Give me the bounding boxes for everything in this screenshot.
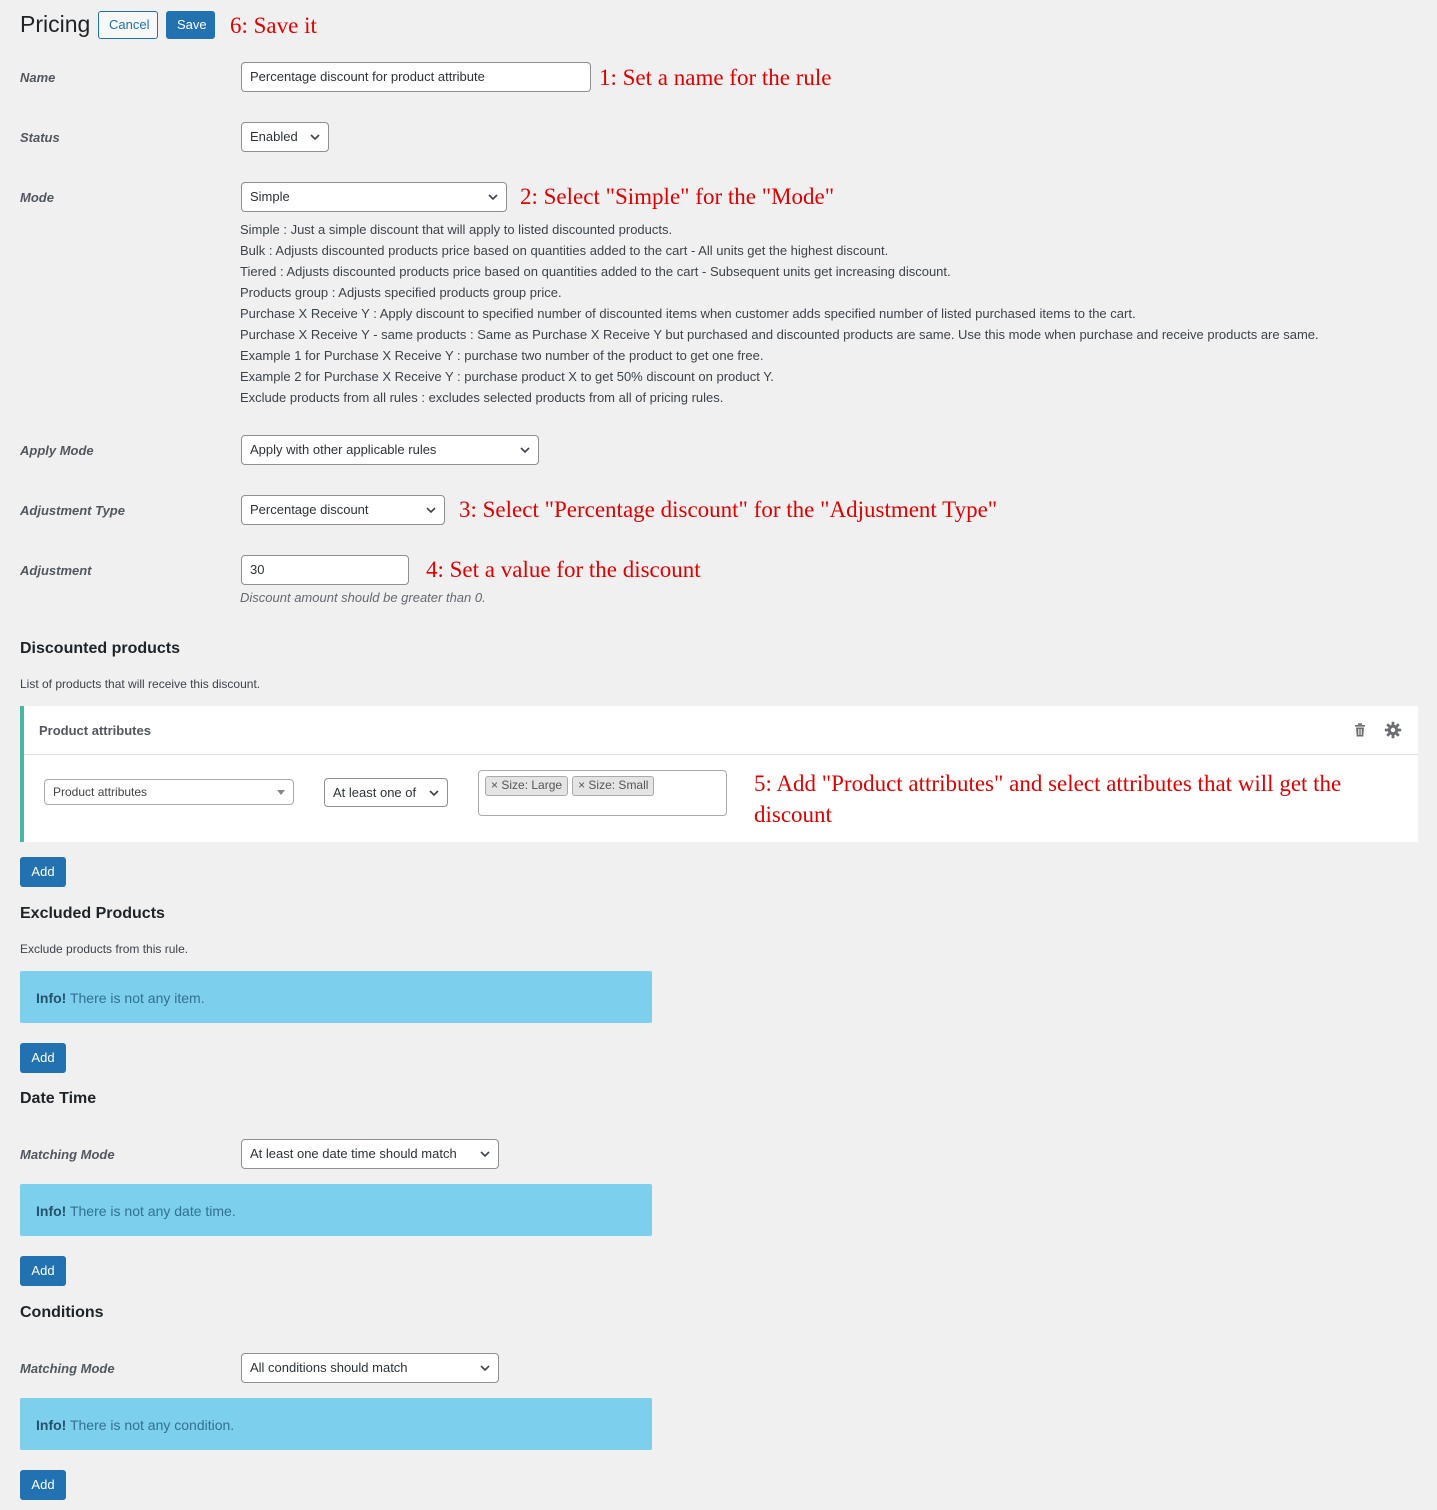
date-matching-mode-select[interactable] xyxy=(241,1139,499,1169)
chevron-down-icon xyxy=(310,132,320,142)
note-adjustment-type: 3: Select "Percentage discount" for the "Adjustment Type" xyxy=(459,497,998,522)
mode-descriptions xyxy=(240,219,1319,408)
chevron-down-icon xyxy=(488,192,498,202)
mode-description-line: Purchase X Receive Y - same products : Same as Purchase X Receive Y but purchased and discounted products are same. Use this mode when purchase and receive products are same. xyxy=(240,327,1319,342)
date-matching-mode-value: At least one date time should match xyxy=(250,1146,457,1161)
conditions-matching-mode-select[interactable] xyxy=(241,1353,499,1383)
date-matching-mode-label: Matching Mode xyxy=(20,1147,115,1162)
caret-down-icon xyxy=(277,790,285,795)
note-save: 6: Save it xyxy=(230,13,317,38)
attribute-tag-label: Size: Large xyxy=(501,778,563,792)
apply-mode-select-value: Apply with other applicable rules xyxy=(250,442,437,457)
adjustment-label: Adjustment xyxy=(20,563,92,578)
adjustment-hint: Discount amount should be greater than 0. xyxy=(240,590,486,605)
note-attributes-line: 5: Add "Product attributes" and select attributes that will get the xyxy=(754,771,1342,796)
apply-mode-select[interactable] xyxy=(241,435,539,465)
mode-label: Mode xyxy=(20,190,54,205)
condition-type-select[interactable] xyxy=(44,779,294,805)
chevron-down-icon xyxy=(480,1363,490,1373)
info-strong: Info! xyxy=(36,1203,67,1219)
note-mode: 2: Select "Simple" for the "Mode" xyxy=(520,184,835,209)
name-input[interactable]: Percentage discount for product attribute xyxy=(241,62,591,92)
attribute-tag-label: Size: Small xyxy=(588,778,649,792)
excluded-products-title: Excluded Products xyxy=(20,905,165,922)
gear-icon[interactable] xyxy=(1384,721,1402,739)
chevron-down-icon xyxy=(429,788,439,798)
adjustment-type-label: Adjustment Type xyxy=(20,503,125,518)
mode-select-value: Simple xyxy=(250,189,290,204)
panel-title: Product attributes xyxy=(39,723,151,738)
mode-description-line: Tiered : Adjusts discounted products price based on quantities added to the cart - Subsequent units get increasing discount. xyxy=(240,264,951,279)
name-label: Name xyxy=(20,70,56,85)
chevron-down-icon xyxy=(520,445,530,455)
info-text: There is not any condition. xyxy=(66,1417,235,1433)
status-label: Status xyxy=(20,130,60,145)
info-message xyxy=(36,1417,234,1433)
status-select[interactable] xyxy=(241,122,329,152)
adjustment-input[interactable]: 30 xyxy=(241,555,409,585)
excluded-info-box xyxy=(20,971,652,1023)
discounted-products-title: Discounted products xyxy=(20,640,181,657)
panel-header xyxy=(24,706,1418,755)
product-attributes-panel xyxy=(20,706,1418,842)
date-time-info-box xyxy=(20,1184,652,1236)
mode-description-line: Example 1 for Purchase X Receive Y : purchase two number of the product to get one free. xyxy=(240,348,764,363)
chevron-down-icon xyxy=(480,1149,490,1159)
save-button[interactable]: Save xyxy=(166,11,215,39)
excluded-products-subtitle: Exclude products from this rule. xyxy=(20,942,189,956)
info-message xyxy=(36,1203,236,1219)
discounted-products-subtitle: List of products that will receive this discount. xyxy=(20,677,261,691)
info-strong: Info! xyxy=(36,990,67,1006)
mode-description-line: Products group : Adjusts specified products group price. xyxy=(240,285,562,300)
cancel-button[interactable]: Cancel xyxy=(98,11,158,39)
attribute-tag[interactable] xyxy=(572,776,654,796)
info-message xyxy=(36,990,205,1006)
operator-select-value: At least one of xyxy=(333,785,417,800)
conditions-matching-mode-label: Matching Mode xyxy=(20,1361,115,1376)
mode-description-line: Purchase X Receive Y : Apply discount to specified number of discounted items when customer adds specified number of listed purchased items to the cart. xyxy=(240,306,1136,321)
note-adjustment: 4: Set a value for the discount xyxy=(426,557,701,582)
note-attributes-line: discount xyxy=(754,802,832,827)
adjustment-type-select[interactable] xyxy=(241,495,445,525)
info-text: There is not any item. xyxy=(66,990,205,1006)
operator-select[interactable] xyxy=(324,778,448,807)
info-strong: Info! xyxy=(36,1417,67,1433)
mode-description-line: Example 2 for Purchase X Receive Y : purchase product X to get 50% discount on product Y. xyxy=(240,369,774,384)
mode-description-line: Bulk : Adjusts discounted products price based on quantities added to the cart - All units get the highest discount. xyxy=(240,243,889,258)
status-select-value: Enabled xyxy=(250,129,298,144)
add-condition-button[interactable]: Add xyxy=(20,1470,66,1500)
conditions-info-box xyxy=(20,1398,652,1450)
mode-description-line: Simple : Just a simple discount that will apply to listed discounted products. xyxy=(240,222,673,237)
attributes-multiselect[interactable] xyxy=(478,770,727,816)
page-title: Pricing xyxy=(20,11,91,37)
conditions-title: Conditions xyxy=(20,1304,104,1321)
mode-description-line: Exclude products from all rules : excludes selected products from all of pricing rules. xyxy=(240,390,724,405)
note-attributes xyxy=(754,768,1394,830)
apply-mode-label: Apply Mode xyxy=(20,443,94,458)
add-date-time-button[interactable]: Add xyxy=(20,1256,66,1286)
attribute-tag[interactable] xyxy=(485,776,568,796)
trash-icon[interactable] xyxy=(1352,722,1368,738)
condition-type-value: Product attributes xyxy=(53,785,148,799)
chevron-down-icon xyxy=(426,505,436,515)
tag-remove-icon[interactable]: × xyxy=(578,778,586,792)
note-name: 1: Set a name for the rule xyxy=(599,65,832,90)
date-time-title: Date Time xyxy=(20,1090,97,1107)
mode-select[interactable] xyxy=(241,182,507,212)
adjustment-type-select-value: Percentage discount xyxy=(250,502,369,517)
add-discounted-product-button[interactable]: Add xyxy=(20,857,66,887)
conditions-matching-mode-value: All conditions should match xyxy=(250,1360,408,1375)
add-excluded-product-button[interactable]: Add xyxy=(20,1043,66,1073)
tag-remove-icon[interactable]: × xyxy=(491,778,499,792)
info-text: There is not any date time. xyxy=(66,1203,236,1219)
